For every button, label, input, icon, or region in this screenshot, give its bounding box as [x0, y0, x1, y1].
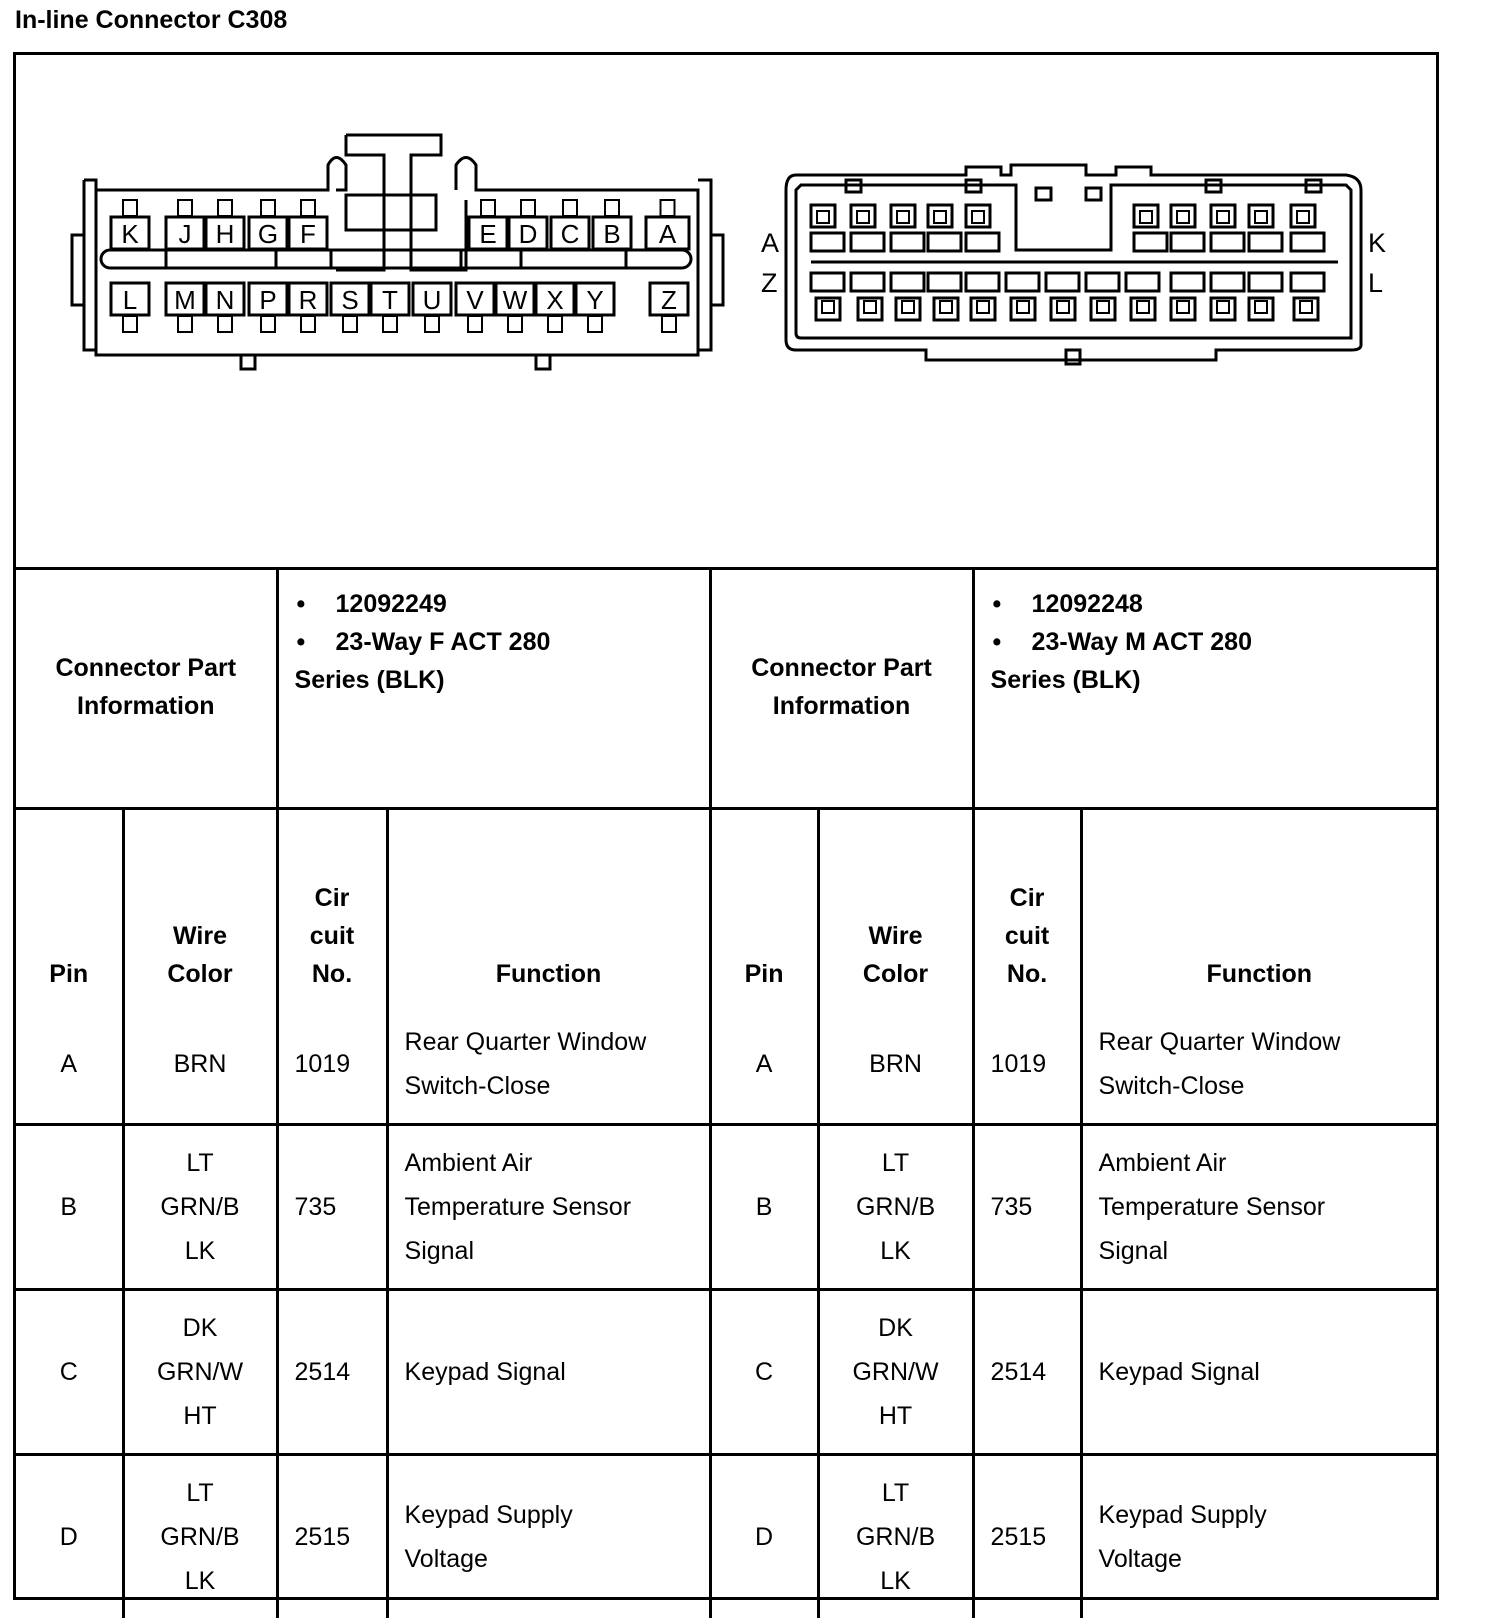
female-cavity: [469, 200, 507, 249]
pin-cell: D: [16, 1455, 123, 1618]
male-terminal: [1134, 233, 1167, 251]
function-cell: Keypad Supply Voltage: [1081, 1455, 1436, 1618]
connector-face-views: [16, 55, 1436, 567]
male-terminal: [966, 233, 999, 251]
male-cavity: [1291, 205, 1315, 227]
cavity-label: J: [178, 219, 192, 249]
part-number: • 12092249: [295, 585, 709, 623]
female-cavity: [551, 200, 589, 249]
male-cavity: [1051, 298, 1075, 320]
function-cell: Ambient Air Temperature Sensor Signal: [1081, 1125, 1436, 1290]
pin-cell: C: [16, 1290, 123, 1455]
pin-cell: B: [16, 1125, 123, 1290]
connector-part-info-label: Connector Part Information: [710, 567, 973, 809]
table-row: [16, 1005, 1436, 1125]
function-header: Function: [1081, 809, 1436, 1006]
male-terminal: [1086, 273, 1119, 291]
function-cell: Keypad Signal: [387, 1290, 710, 1455]
wire-color-cell: DK GRN/W HT: [818, 1290, 973, 1455]
pin-cell: A: [710, 1005, 818, 1125]
wire-color-cell: BRN: [123, 1005, 277, 1125]
pin-cell: A: [16, 1005, 123, 1125]
cavity-label: L: [122, 285, 138, 315]
male-terminal: [1006, 273, 1039, 291]
cavity-label: A: [658, 219, 677, 249]
female-cavity: [206, 200, 244, 249]
cavity-label: F: [300, 219, 316, 249]
female-cavity: [650, 283, 688, 332]
connector-part-info-label: Connector Part Information: [16, 567, 277, 809]
pin-header: Pin: [16, 809, 123, 1006]
male-cavity: [1171, 205, 1195, 227]
male-label-top-left: A: [761, 228, 780, 258]
female-cavity: [413, 283, 451, 332]
circuit-number-cell: 735: [277, 1125, 387, 1290]
function-cell: Keypad Supply Voltage: [387, 1455, 710, 1618]
male-terminal: [1211, 233, 1244, 251]
female-cavity: [289, 200, 327, 249]
female-cavity: [456, 283, 494, 332]
male-cavity: [811, 205, 835, 227]
wire-color-cell: LT GRN/B LK: [123, 1455, 277, 1618]
male-terminal: [1291, 233, 1324, 251]
male-terminal: [1249, 233, 1282, 251]
male-terminal: [811, 273, 844, 291]
circuit-number-cell: 1019: [277, 1005, 387, 1125]
circuit-number-header: Cir cuit No.: [277, 809, 387, 1006]
male-cavity: [896, 298, 920, 320]
cavity-label: Y: [586, 285, 604, 315]
wire-color-cell: LT GRN/B LK: [818, 1455, 973, 1618]
male-terminal: [891, 233, 924, 251]
pin-header: Pin: [710, 809, 818, 1006]
female-cavity: [289, 283, 327, 332]
male-terminal: [851, 273, 884, 291]
pin-cell: B: [710, 1125, 818, 1290]
male-cavity: [1091, 298, 1115, 320]
male-cavity: [934, 298, 958, 320]
cavity-label: C: [560, 219, 580, 249]
circuit-number-cell: 2514: [277, 1290, 387, 1455]
male-cavity: [1134, 205, 1158, 227]
cavity-label: S: [341, 285, 359, 315]
cavity-label: B: [603, 219, 621, 249]
male-cavity: [1171, 298, 1195, 320]
male-terminal: [1249, 273, 1282, 291]
cavity-label: D: [518, 219, 538, 249]
male-cavity: [1294, 298, 1318, 320]
male-terminal: [1171, 273, 1204, 291]
table-row: [16, 1290, 1436, 1455]
female-top-row-cavities: [111, 200, 689, 249]
female-cavity: [166, 200, 204, 249]
wire-color-cell: LT GRN/B LK: [818, 1125, 973, 1290]
cavity-label: P: [259, 285, 277, 315]
circuit-number-header: Cir cuit No.: [973, 809, 1081, 1006]
circuit-number-cell: 2514: [973, 1290, 1081, 1455]
wire-color-header: Wire Color: [123, 809, 277, 1006]
cavity-label: W: [502, 285, 528, 315]
table-row: [16, 1455, 1436, 1618]
pinout-table: [16, 567, 1436, 1618]
part-series: Series (BLK): [990, 666, 1141, 694]
pin-cell: C: [710, 1290, 818, 1455]
male-terminal: [1171, 233, 1204, 251]
male-label-bottom-right: L: [1368, 268, 1384, 298]
male-cavity: [971, 298, 995, 320]
cavity-label: Z: [661, 285, 677, 315]
male-cavity: [858, 298, 882, 320]
circuit-number-cell: 2515: [973, 1455, 1081, 1618]
female-cavity: [496, 283, 534, 332]
part-description: • 23-Way F ACT 280: [295, 623, 709, 661]
cavity-label: V: [466, 285, 484, 315]
part-description: • 23-Way M ACT 280: [991, 623, 1437, 661]
female-cavity: [536, 283, 574, 332]
connector-part-info: [277, 567, 710, 809]
wire-color-cell: DK GRN/W HT: [123, 1290, 277, 1455]
female-cavity: [371, 283, 409, 332]
male-cavity: [1011, 298, 1035, 320]
male-terminal: [851, 233, 884, 251]
female-cavity: [111, 200, 149, 249]
part-series: Series (BLK): [294, 666, 445, 694]
cavity-label: H: [215, 219, 235, 249]
male-cavity: [891, 205, 915, 227]
table-header-row: [16, 809, 1436, 1006]
female-cavity: [509, 200, 547, 249]
male-cavity: [1211, 298, 1235, 320]
male-terminal: [966, 273, 999, 291]
table-row: [16, 1125, 1436, 1290]
wire-color-header: Wire Color: [818, 809, 973, 1006]
male-cavity: [851, 205, 875, 227]
cavity-label: X: [546, 285, 564, 315]
circuit-number-cell: 2515: [277, 1455, 387, 1618]
female-cavity: [249, 283, 287, 332]
circuit-number-cell: 735: [973, 1125, 1081, 1290]
male-terminal: [1046, 273, 1079, 291]
male-terminal: [1211, 273, 1244, 291]
male-terminal: [1291, 273, 1324, 291]
female-cavity: [166, 283, 204, 332]
cavity-label: M: [174, 285, 196, 315]
pin-cell: D: [710, 1455, 818, 1618]
function-cell: Ambient Air Temperature Sensor Signal: [387, 1125, 710, 1290]
cavity-label: K: [121, 219, 139, 249]
circuit-number-cell: 1019: [973, 1005, 1081, 1125]
cavity-label: G: [257, 219, 279, 249]
wire-color-cell: LT GRN/B LK: [123, 1125, 277, 1290]
connector-frame: [13, 52, 1439, 1600]
connector-part-info: [973, 567, 1436, 809]
male-cavity: [1211, 205, 1235, 227]
female-cavity: [249, 200, 287, 249]
cavity-label: E: [479, 219, 497, 249]
function-cell: Rear Quarter Window Switch-Close: [387, 1005, 710, 1125]
connector-diagram: [16, 55, 1436, 570]
male-terminal: [1126, 273, 1159, 291]
male-cavity: [1131, 298, 1155, 320]
male-cavity: [1249, 205, 1273, 227]
female-bottom-row-cavities: [111, 283, 688, 332]
male-cavity: [1249, 298, 1273, 320]
cavity-label: U: [422, 285, 442, 315]
function-cell: Keypad Signal: [1081, 1290, 1436, 1455]
male-terminal: [891, 273, 924, 291]
male-terminal: [928, 233, 961, 251]
female-cavity: [646, 200, 689, 249]
male-terminal: [928, 273, 961, 291]
page-title: In-line Connector C308: [15, 6, 288, 34]
wire-color-cell: BRN: [818, 1005, 973, 1125]
male-terminal: [811, 233, 844, 251]
part-number: • 12092248: [991, 585, 1437, 623]
male-cavity: [966, 205, 990, 227]
male-cavity: [816, 298, 840, 320]
female-connector-body: [72, 135, 723, 369]
male-cavity: [928, 205, 952, 227]
cavity-label: T: [382, 285, 398, 315]
cavity-label: N: [215, 285, 235, 315]
female-cavity: [206, 283, 244, 332]
function-cell: Rear Quarter Window Switch-Close: [1081, 1005, 1436, 1125]
male-label-bottom-left: Z: [761, 268, 778, 298]
function-header: Function: [387, 809, 710, 1006]
female-cavity: [111, 283, 149, 332]
male-connector-body: [786, 165, 1361, 364]
female-cavity: [576, 283, 614, 332]
female-cavity: [331, 283, 369, 332]
female-cavity: [593, 200, 631, 249]
male-label-top-right: K: [1368, 228, 1387, 258]
cavity-label: R: [298, 285, 318, 315]
connector-info-row: [16, 567, 1436, 809]
